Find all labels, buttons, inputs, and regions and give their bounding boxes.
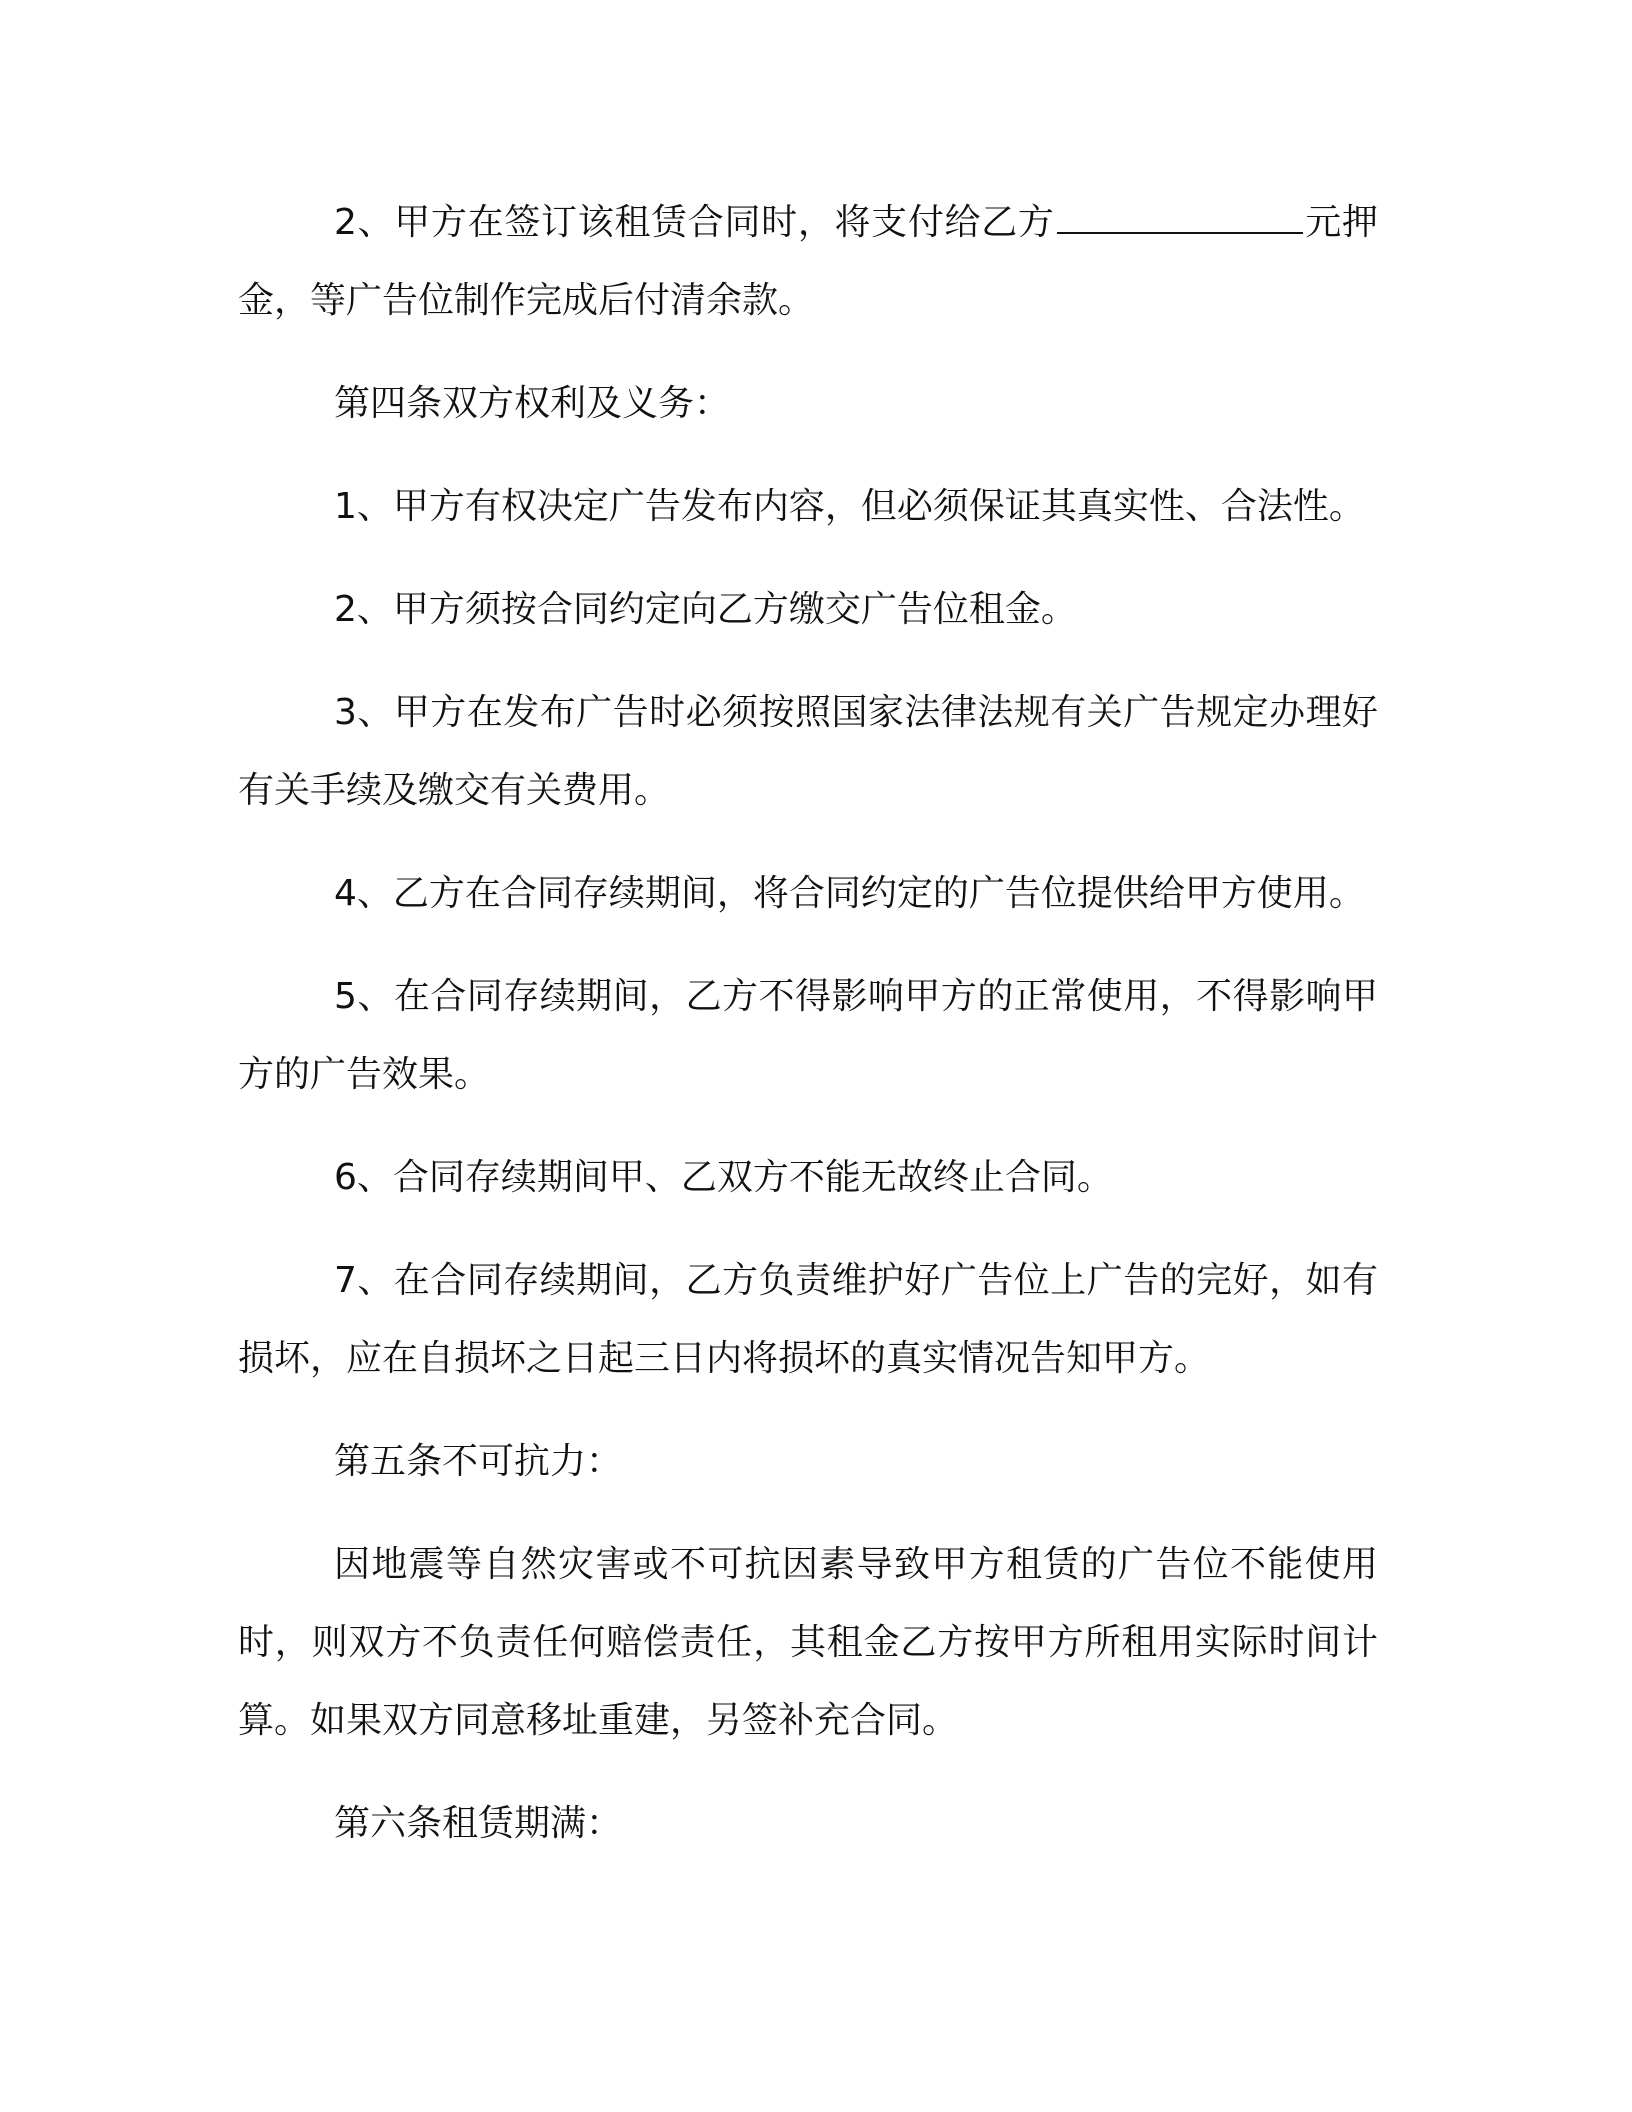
paragraph-item-1: 1、甲方有权决定广告发布内容，但必须保证其真实性、合法性。 — [334, 486, 1365, 527]
paragraph-deposit-clause — [238, 184, 1378, 340]
deposit-clause-text: 2、甲方在签订该租赁合同时，将支付给乙方 — [334, 202, 1055, 243]
paragraph-item-7: 7、在合同存续期间，乙方负责维护好广告位上广告的完好，如有损坏，应在自损坏之日起三日内将损坏的真实情况告知甲方。 — [238, 1260, 1378, 1379]
deposit-clause-text-end: 元押金，等广告位制作完成后付清余款。 — [238, 202, 1378, 321]
paragraph-force-majeure: 因地震等自然灾害或不可抗因素导致甲方租赁的广告位不能使用时，则双方不负责任何赔偿责任，其租金乙方按甲方所租用实际时间计算。如果双方同意移址重建，另签补充合同。 — [238, 1544, 1378, 1741]
article-five-heading: 第五条不可抗力： — [334, 1441, 623, 1482]
document-body — [238, 184, 1378, 1863]
paragraph-item-6: 6、合同存续期间甲、乙双方不能无故终止合同。 — [334, 1157, 1113, 1198]
deposit-amount-blank — [1057, 206, 1303, 234]
paragraph-item-2: 2、甲方须按合同约定向乙方缴交广告位租金。 — [334, 589, 1077, 630]
article-four-heading: 第四条双方权利及义务： — [334, 383, 731, 424]
paragraph-item-5: 5、在合同存续期间，乙方不得影响甲方的正常使用，不得影响甲方的广告效果。 — [238, 976, 1378, 1095]
paragraph-item-3: 3、甲方在发布广告时必须按照国家法律法规有关广告规定办理好有关手续及缴交有关费用。 — [238, 692, 1378, 811]
article-six-heading: 第六条租赁期满： — [334, 1803, 623, 1844]
paragraph-item-4: 4、乙方在合同存续期间，将合同约定的广告位提供给甲方使用。 — [334, 873, 1365, 914]
